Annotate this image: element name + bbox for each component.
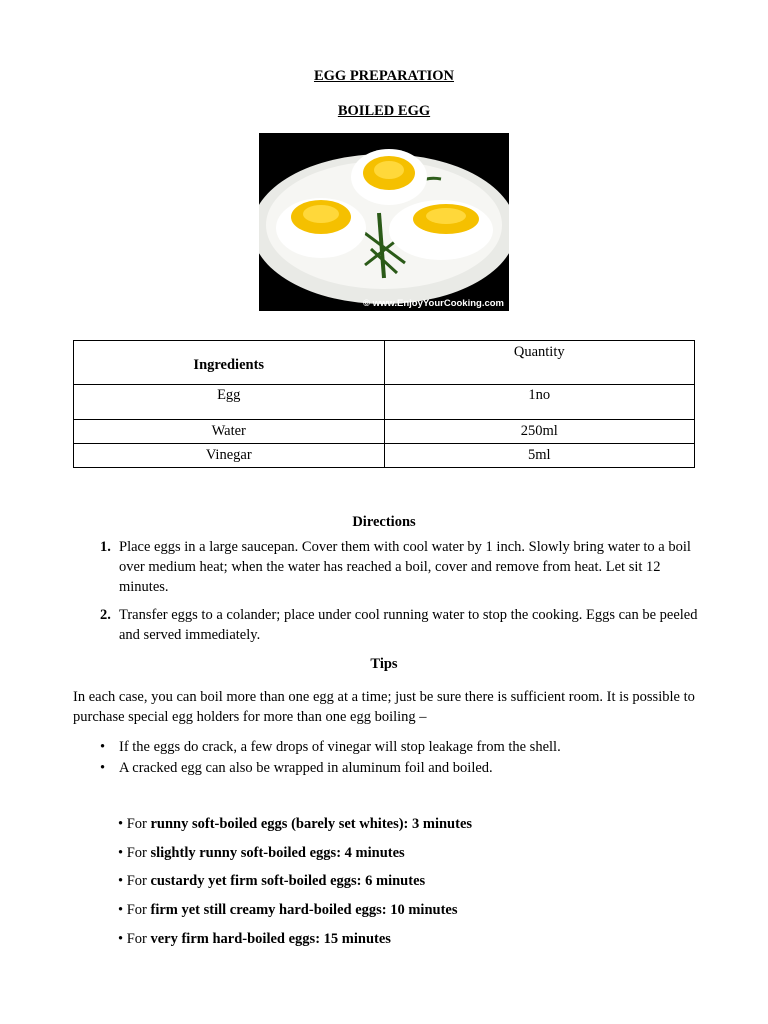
table-row bbox=[74, 444, 695, 468]
list-item bbox=[118, 843, 472, 872]
list-item bbox=[118, 929, 472, 958]
list-item bbox=[73, 758, 703, 779]
step-text: Transfer eggs to a colander; place under cool running water to stop the cooking. Eggs can be peeled and served immediately. bbox=[119, 607, 698, 643]
ingredients-table bbox=[73, 340, 695, 468]
table-cell-quantity: 5ml bbox=[384, 444, 695, 468]
time-prefix: • For bbox=[118, 844, 151, 861]
boiled-eggs-illustration bbox=[259, 133, 509, 311]
document-title: EGG PREPARATION bbox=[313, 68, 455, 84]
bullet-icon: • bbox=[100, 759, 106, 776]
time-text: very firm hard-boiled eggs: 15 minutes bbox=[150, 930, 391, 947]
table-cell-quantity: 1no bbox=[384, 385, 695, 420]
tips-bullet-list bbox=[73, 737, 703, 778]
directions-list bbox=[73, 537, 703, 653]
list-item bbox=[118, 814, 472, 843]
table-header-row bbox=[74, 341, 695, 385]
photo-watermark: © www.EnjoyYourCooking.com bbox=[362, 298, 504, 309]
boiling-times-list bbox=[118, 814, 472, 957]
list-item bbox=[73, 537, 703, 597]
step-number: 1. bbox=[100, 539, 111, 555]
list-item bbox=[118, 900, 472, 929]
bullet-text: If the eggs do crack, a few drops of vinegar will stop leakage from the shell. bbox=[119, 739, 561, 755]
boiled-eggs-photo bbox=[259, 133, 509, 311]
tips-paragraph: In each case, you can boil more than one egg at a time; just be sure there is sufficient room. It is possible to purchase special egg holders for more than one egg boiling – bbox=[73, 689, 695, 725]
time-text: custardy yet firm soft-boiled eggs: 6 minutes bbox=[150, 873, 426, 890]
table-cell-quantity: 250ml bbox=[384, 420, 695, 444]
table-cell-ingredient: Vinegar bbox=[74, 444, 385, 468]
time-prefix: • For bbox=[118, 873, 151, 890]
table-cell-ingredient: Egg bbox=[74, 385, 385, 420]
table-header-quantity: Quantity bbox=[384, 341, 695, 385]
list-item bbox=[73, 737, 703, 758]
time-prefix: • For bbox=[118, 816, 151, 832]
tips-heading: Tips bbox=[370, 656, 398, 672]
table-header-ingredients: Ingredients bbox=[74, 341, 385, 385]
list-item bbox=[73, 605, 703, 645]
time-text: slightly runny soft-boiled eggs: 4 minutes bbox=[150, 844, 405, 861]
bullet-icon: • bbox=[100, 739, 106, 755]
directions-heading: Directions bbox=[352, 514, 416, 530]
time-prefix: • For bbox=[118, 902, 151, 919]
document-subtitle: BOILED EGG bbox=[337, 103, 431, 119]
time-text: runny soft-boiled eggs (barely set whites): 3 minutes bbox=[150, 816, 473, 832]
bullet-text: A cracked egg can also be wrapped in aluminum foil and boiled. bbox=[119, 759, 493, 776]
table-row bbox=[74, 385, 695, 420]
table-row bbox=[74, 420, 695, 444]
step-text: Place eggs in a large saucepan. Cover them with cool water by 1 inch. Slowly bring water to a boil over medium heat; when the water has reached a boil, cover and remove from heat. Let sit 12 minutes. bbox=[119, 539, 691, 595]
list-item bbox=[118, 871, 472, 900]
table-cell-ingredient: Water bbox=[74, 420, 385, 444]
time-text: firm yet still creamy hard-boiled eggs: 10 minutes bbox=[150, 902, 458, 919]
time-prefix: • For bbox=[118, 930, 151, 947]
step-number: 2. bbox=[100, 607, 111, 623]
